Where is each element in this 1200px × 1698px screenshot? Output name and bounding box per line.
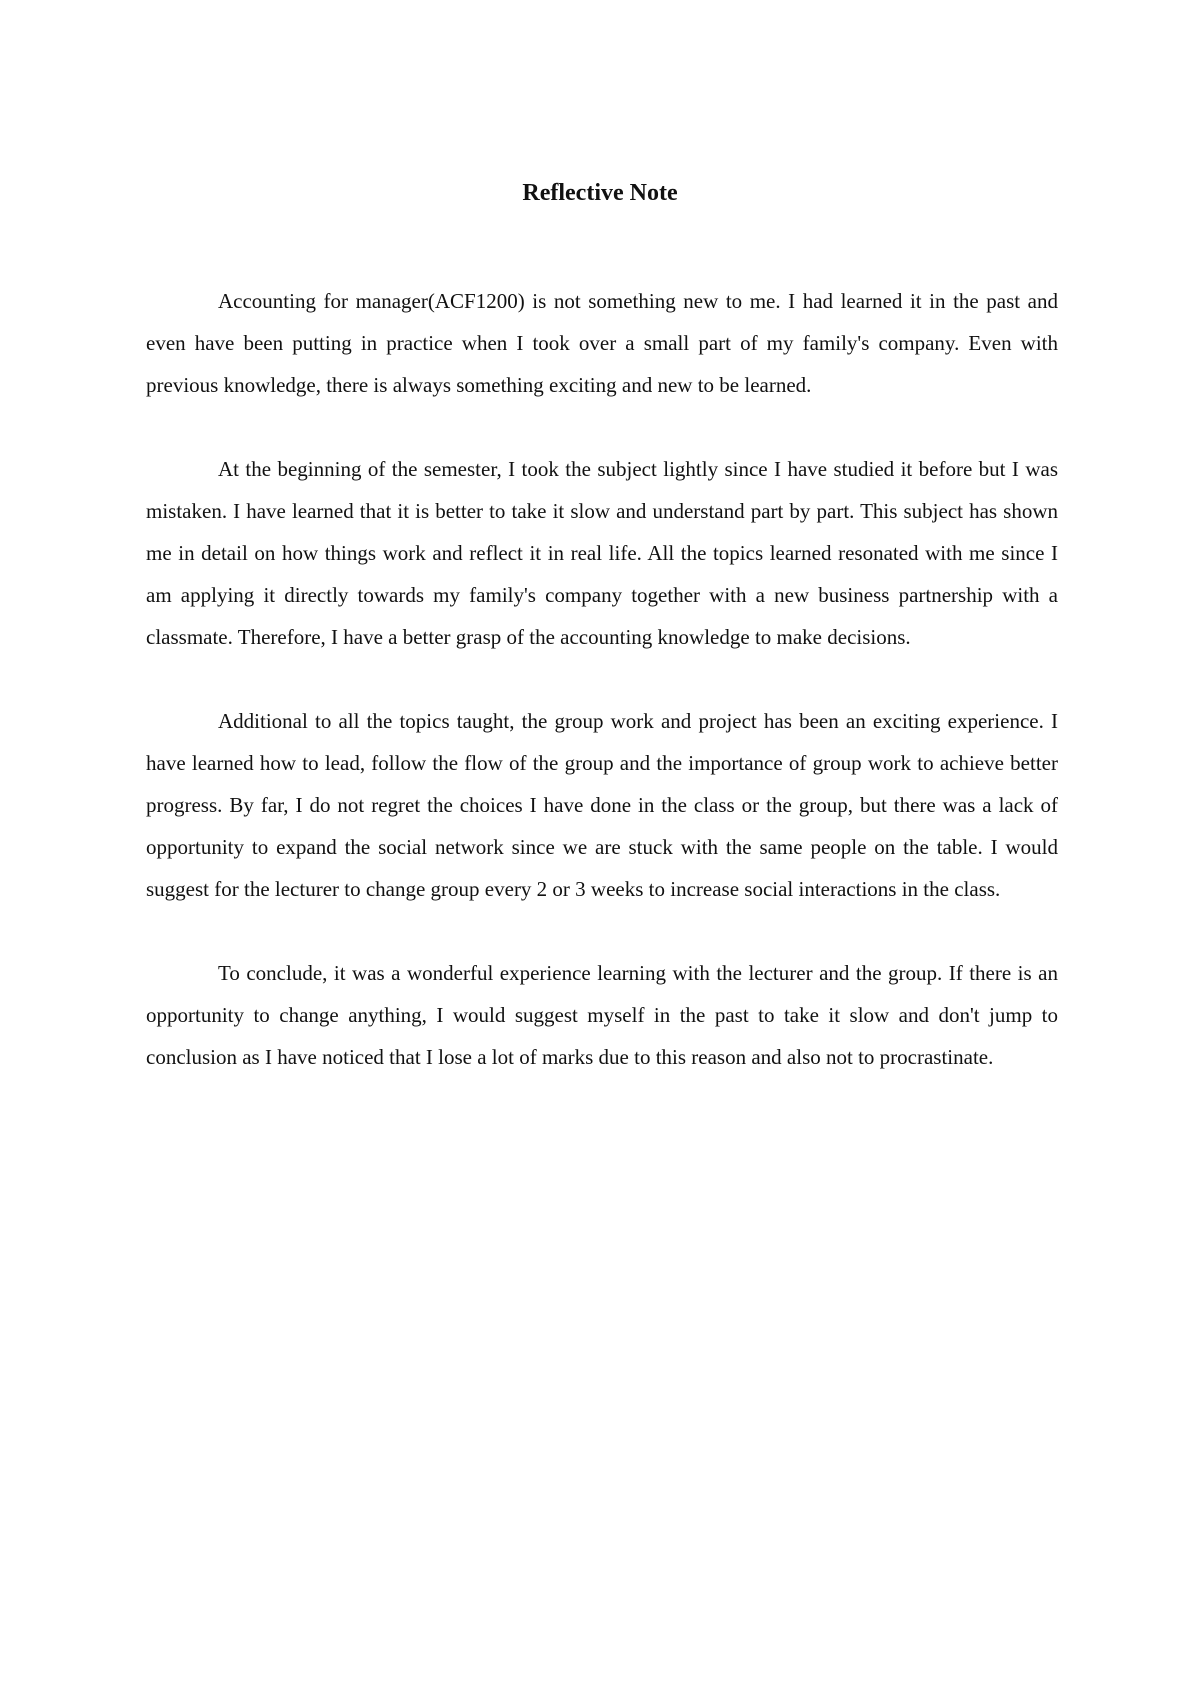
document-body bbox=[146, 280, 1058, 1120]
paragraph-group-work: Additional to all the topics taught, the group work and project has been an exciting experience. I have learned how to lead, follow the flow of the group and the importance of group work to achieve better progress. By far, I do not regret the choices I have done in the class or the group, but there was a lack of opportunity to expand the social network since we are stuck with the same people on the table. I would suggest for the lecturer to change group every 2 or 3 weeks to increase social interactions in the class. bbox=[146, 709, 1058, 901]
paragraph-semester: At the beginning of the semester, I took the subject lightly since I have studied it before but I was mistaken. I have learned that it is better to take it slow and understand part by part. This subject has shown me in detail on how things work and reflect it in real life. All the topics learned resonated with me since I am applying it directly towards my family's company together with a new business partnership with a classmate. Therefore, I have a better grasp of the accounting knowledge to make decisions. bbox=[146, 457, 1058, 649]
paragraph-conclusion: To conclude, it was a wonderful experience learning with the lecturer and the group. If there is an opportunity to change anything, I would suggest myself in the past to take it slow and don't jump to conclusion as I have noticed that I lose a lot of marks due to this reason and also not to procrastinate. bbox=[146, 961, 1058, 1069]
paragraph-intro: Accounting for manager(ACF1200) is not something new to me. I had learned it in the past and even have been putting in practice when I took over a small part of my family's company. Even with previous knowledge, there is always something exciting and new to be learned. bbox=[146, 289, 1058, 397]
document-title: Reflective Note bbox=[522, 180, 678, 206]
